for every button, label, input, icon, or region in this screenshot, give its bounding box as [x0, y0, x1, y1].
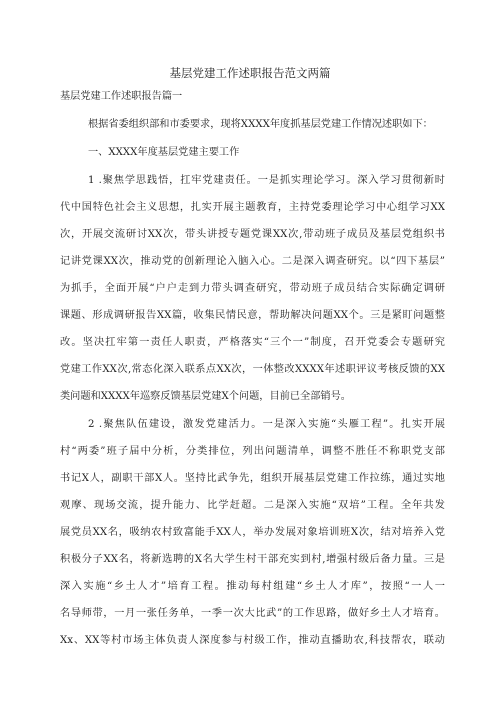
document-title: 基层党建工作述职报告范文两篇 — [169, 66, 331, 80]
para1-line: 党建工作XX次,常态化深入联系点XX次，一体整改XXXX年述职评议考核反馈的XX — [60, 364, 445, 375]
document-subtitle: 基层党建工作述职报告篇一 — [60, 91, 183, 102]
para2-line: 2 .聚焦队伍建设，激发党建活力。一是深入实施“头雁工程”。扎实开展 — [88, 419, 445, 430]
para2-line: 深入实施“乡土人才”培育工程。推动每村组建“乡土人才库”，按照“一人一 — [60, 581, 445, 592]
para1-line: 1 .聚焦学思践悟，扛牢党建责任。一是抓实理论学习。深入学习贯彻新时 — [88, 175, 445, 186]
para2-line: 积极分子XX名，将新选聘的X名大学生村干部充实到村,增强村级后备力量。三是 — [60, 554, 445, 565]
para2-line: 名导师带，一月一张任务单，一季一次大比武”的工作思路，做好乡土人才培育。 — [60, 608, 445, 619]
para1-line: 记讲党课XX次，推动党的创新理论入脑入心。二是深入调查研究。以“四下基层” — [60, 256, 445, 267]
para2-line: 村“两委”班子届中分析，分类排位，列出问题清单，调整不胜任不称职党支部 — [60, 446, 445, 457]
para2-line: 展党员XX名，吸纳农村致富能手XX人，举办发展对象培训班X次，结对培养入党 — [60, 527, 445, 538]
para2-line: 书记X人，副职干部X人。坚持比武争先，组织开展基层党建工作拉练，通过实地 — [60, 473, 445, 484]
para1-line: 改。坚决扛牢第一责任人职责，严格落实“三个一”制度，召开党委会专题研究 — [60, 337, 445, 348]
para2-line: 观摩、现场交流，提升能力、比学赶超。二是深入实施“双培”工程。全年共发 — [60, 500, 445, 511]
para1-line: 类问题和XXXX年巡察反馈基层党建X个问题，目前已全部销号。 — [60, 391, 351, 402]
section-heading: 一、XXXX年度基层党建主要工作 — [88, 147, 240, 158]
para1-line: 次，开展交流研讨XX次，带头讲授专题党课XX次,带动班子成员及基层党组织书 — [60, 229, 445, 240]
para1-line: 代中国特色社会主义思想，扎实开展主题教育，主持党委理论学习中心组学习XX — [60, 202, 445, 213]
para2-line: Xx、XX等村市场主体负责人深度参与村级工作，推动直播助农,科技帮农，联动 — [60, 635, 445, 646]
para1-line: 课题、形成调研报告XX篇，收集民情民意，帮助解决问题XX个。三是紧盯问题整 — [60, 310, 445, 321]
intro-paragraph: 根据省委组织部和市委要求，现将XXXX年度抓基层党建工作情况述职如下： — [88, 119, 433, 130]
para1-line: 为抓手，全面开展“户户走到力带头调查研究，带动班子成员结合实际确定调研 — [60, 283, 445, 294]
